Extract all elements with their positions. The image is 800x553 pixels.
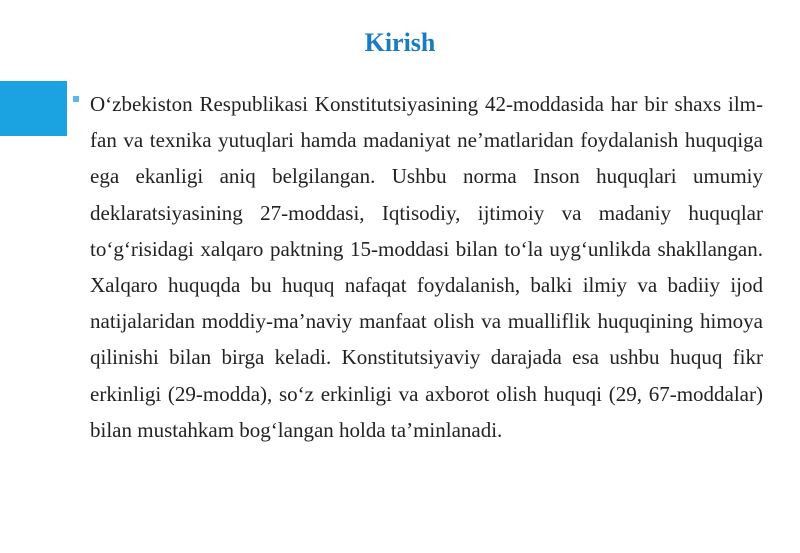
bullet-icon (73, 96, 79, 102)
body-paragraph: O‘zbekiston Respublikasi Konstitutsiyasining 42-moddasida har bir shaxs ilm-fan va texnika yutuqlari hamda madaniyat ne’matlaridan foydalanish huquqiga ega ekanligi aniq belgilangan. Ushbu norma Inson huquqlari umumiy deklaratsiyasining 27-moddasi, Iqtisodiy, ijtimoiy va madaniy huquqlar to‘g‘risidagi xalqaro paktning 15-moddasi bilan to‘la uyg‘unlikda shakllangan. Xalqaro huquqda bu huquq nafaqat foydalanish, balki ilmiy va badiiy ijod natijalaridan moddiy-ma’naviy manfaat olish va mualliflik huquqining himoya qilinishi bilan birga keladi. Konstitutsiyaviy darajada esa ushbu huquq fikr erkinligi (29-modda), so‘z erkinligi va axborot olish huquqi (29, 67-moddalar) bilan mustahkam bog‘langan holda ta’minlanadi. (90, 92, 763, 442)
slide-title: Kirish (364, 28, 436, 57)
accent-block (0, 81, 67, 136)
